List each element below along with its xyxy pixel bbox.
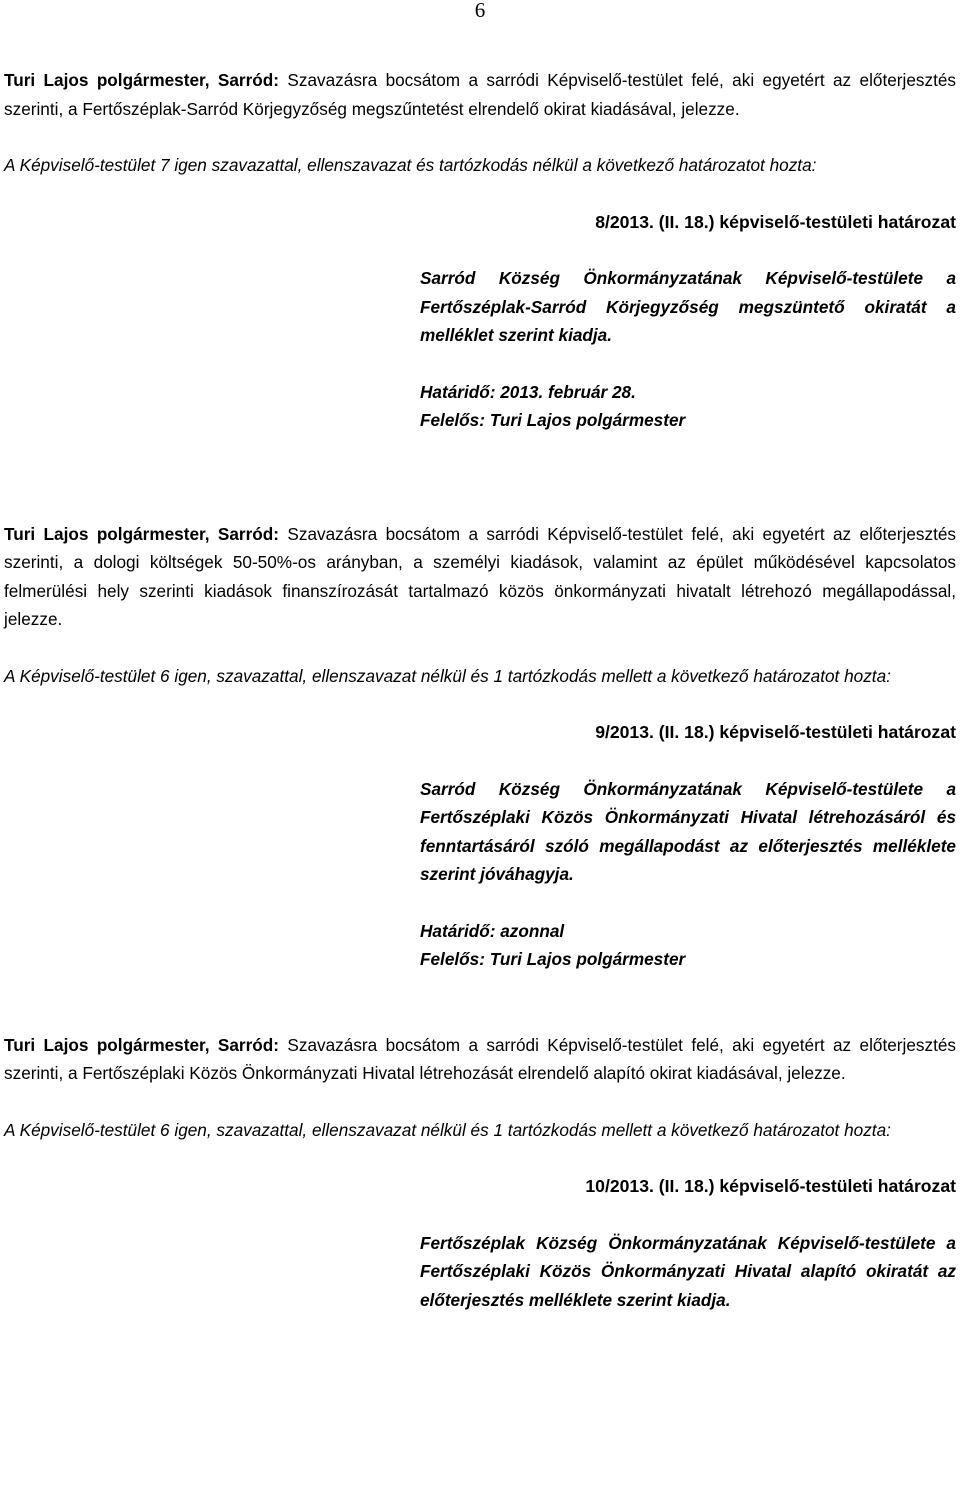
speech-text: Szavazásra bocsátom a sarródi Képviselő-testület felé, aki egyetért az előterjesztés szerinti, a dologi költségek 50-50%-os arányban, a személyi kiadások, valamint az épület működésével kapcsolatos felmerülési hely szerinti kiadások finanszírozását tartalmazó közös önkormányzati hivatalt létrehozó megállapodással, jelezze.	[4, 523, 956, 629]
vote-result: A Képviselő-testület 7 igen szavazattal, ellenszavazat és tartózkodás nélkül a következő határozatot hozta:	[4, 155, 817, 175]
resolution-title: 8/2013. (II. 18.) képviselő-testületi határozat	[595, 211, 956, 232]
resolution-title: 9/2013. (II. 18.) képviselő-testületi határozat	[595, 722, 956, 742]
page-number: 6	[474, 0, 486, 22]
resolution-body: Fertőszéplak Község Önkormányzatának Képviselő-testülete a Fertőszéplaki Közös Önkormányzati Hivatal alapító okiratát az előterjesztés melléklete szerint kiadja.	[420, 1232, 956, 1310]
resolution-body: Sarród Község Önkormányzatának Képviselő-testülete a Fertőszéplaki Közös Önkormányzati Hivatal létrehozásáról és fenntartásáról szóló megállapodást az előterjesztés melléklete szerint jóváhagyja.	[420, 778, 956, 884]
minutes-content	[4, 66, 956, 1314]
speech-text: Szavazásra bocsátom a sarródi Képviselő-testület felé, aki egyetért az előterjesztés szerinti, a Fertőszéplaki Közös Önkormányzati Hivatal létrehozását elrendelő alapító okirat kiadásával, jelezze.	[4, 1034, 956, 1083]
vote-result: A Képviselő-testület 6 igen, szavazattal, ellenszavazat nélkül és 1 tartózkodás mellett a következő határozatot hozta:	[4, 665, 891, 686]
resolution-body: Sarród Község Önkormányzatának Képviselő-testülete a Fertőszéplak-Sarród Körjegyzőség megszüntető okiratát a melléklet szerint kiadja.	[420, 268, 956, 345]
speech-paragraph	[4, 1031, 956, 1088]
speech-text: Szavazásra bocsátom a sarródi Képviselő-testület felé, aki egyetért az előterjesztés szerinti, a Fertőszéplak-Sarród Körjegyzőség megszűntetést elrendelő okirat kiadásával, jelezze.	[4, 70, 956, 119]
speaker-name: Turi Lajos polgármester, Sarród:	[4, 1034, 280, 1055]
speaker-name: Turi Lajos polgármester, Sarród:	[4, 523, 280, 544]
speech-paragraph	[4, 520, 956, 634]
resolution-title: 10/2013. (II. 18.) képviselő-testületi határozat	[585, 1176, 956, 1196]
speaker-name: Turi Lajos polgármester, Sarród:	[4, 70, 280, 90]
speech-paragraph	[4, 66, 956, 123]
resolution-deadline: Határidő: azonnal	[420, 920, 565, 941]
resolution-deadline: Határidő: 2013. február 28.	[420, 381, 636, 402]
resolution-responsible: Felelős: Turi Lajos polgármester	[420, 410, 686, 430]
vote-result: A Képviselő-testület 6 igen, szavazattal, ellenszavazat nélkül és 1 tartózkodás mellett a következő határozatot hozta:	[4, 1119, 891, 1140]
resolution-responsible: Felelős: Turi Lajos polgármester	[420, 949, 686, 969]
